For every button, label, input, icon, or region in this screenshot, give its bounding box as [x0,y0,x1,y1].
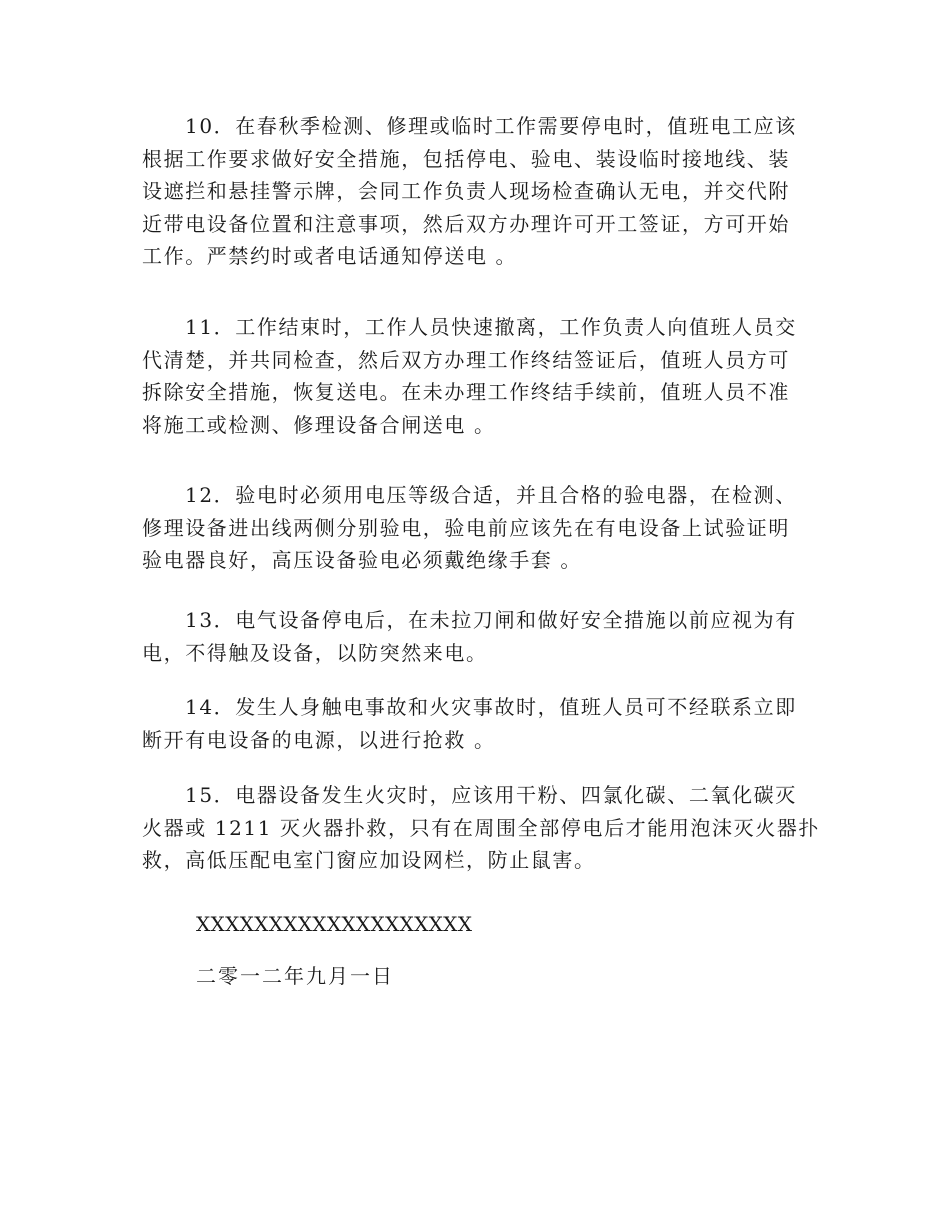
paragraph-line: 工作。严禁约时或者电话通知停送电 。 [142,244,518,268]
paragraph-line: 断开有电设备的电源，以进行抢救 。 [142,727,496,752]
paragraph-line: 14．发生人身触电事故和火灾事故时，值班人员可不经联系立即 [185,695,797,719]
paragraph-15 [142,779,821,877]
paragraph-10 [142,110,812,273]
paragraph-line: 火器或 1211 灭火器扑救，只有在周围全部停电后才能用泡沫灭火器扑 [142,815,821,840]
paragraph-line: 12．验电时必须用电压等级合适，并且合格的验电器，在检测、 [185,483,797,507]
paragraph-line: 代清楚，并共同检查，然后双方办理工作终结签证后，值班人员方可 [142,347,790,372]
paragraph-line: 拆除安全措施，恢复送电。在未办理工作终结手续前，值班人员不准 [142,380,790,404]
paragraph-line: 10．在春秋季检测、修理或临时工作需要停电时，值班电工应该 [185,114,797,138]
paragraph-line: 电，不得触及设备，以防突然来电。 [142,640,488,665]
signature-placeholder: XXXXXXXXXXXXXXXXXXX [196,912,473,936]
paragraph-line: 救，高低压配电室门窗应加设网栏，防止鼠害。 [142,848,596,872]
paragraph-line: 15．电器设备发生火灾时，应该用干粉、四氯化碳、二氧化碳灭 [185,783,797,807]
paragraph-line: 设遮拦和悬挂警示牌，会同工作负责人现场检查确认无电，并交代附 [142,179,790,203]
paragraph-line: 近带电设备位置和注意事项，然后双方办理许可开工签证，方可开始 [142,211,790,236]
paragraph-line: 11．工作结束时，工作人员快速撤离，工作负责人向值班人员交 [185,315,797,339]
paragraph-line: 将施工或检测、修理设备合闸送电 。 [142,412,496,437]
paragraph-13 [142,604,812,669]
paragraph-11 [142,311,812,441]
paragraph-line: 13．电气设备停电后，在未拉刀闸和做好安全措施以前应视为有 [185,608,797,632]
document-date: 二零一二年九月一日 [196,964,394,988]
paragraph-12 [142,479,812,577]
paragraph-line: 修理设备进出线两侧分别验电，验电前应该先在有电设备上试验证明 [142,515,790,540]
paragraph-line: 验电器良好，高压设备验电必须戴绝缘手套 。 [142,548,582,572]
paragraph-line: 根据工作要求做好安全措施，包括停电、验电、装设临时接地线、装 [142,146,790,171]
paragraph-14 [142,691,812,756]
